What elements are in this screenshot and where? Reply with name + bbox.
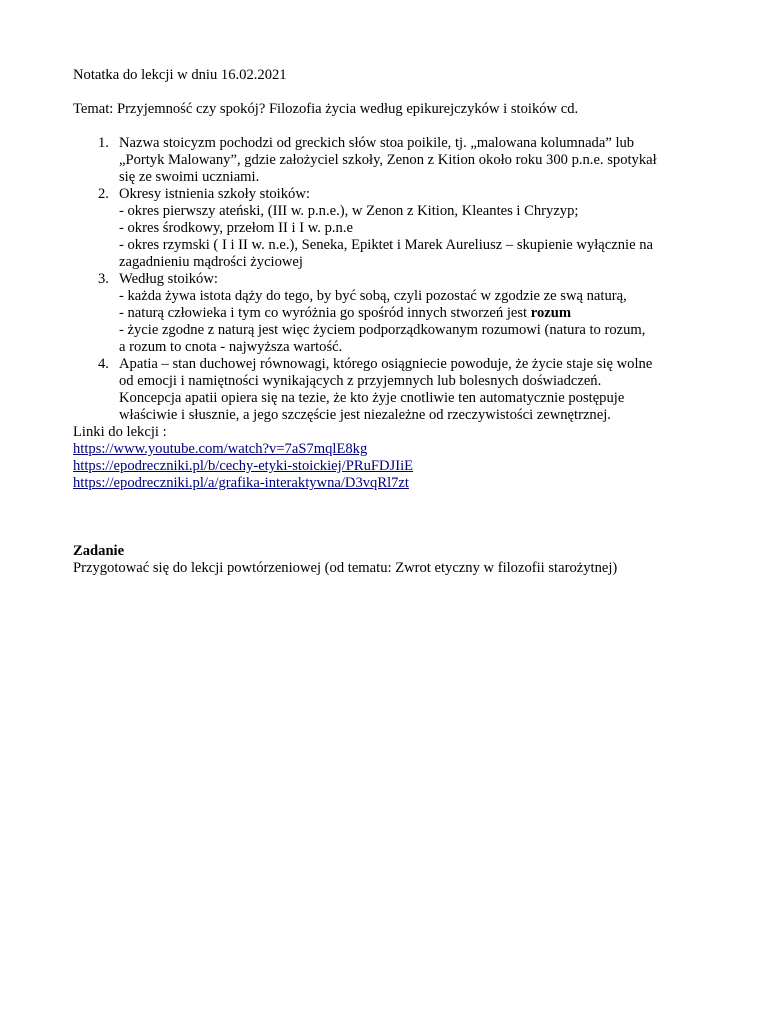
list-number: 1. bbox=[98, 135, 109, 151]
list-item-text: - okres środkowy, przełom II i I w. p.n.e bbox=[119, 220, 353, 236]
links-heading: Linki do lekcji : bbox=[73, 424, 167, 440]
task-heading: Zadanie bbox=[73, 543, 125, 559]
list-item-text: - życie zgodne z naturą jest więc życiem podporządkowanym rozumowi (natura to rozum, bbox=[119, 322, 646, 338]
list-item-text: - okres pierwszy ateński, (III w. p.n.e.), w Zenon z Kition, Kleantes i Chryzyp; bbox=[119, 203, 579, 219]
epodreczniki-link-interactive[interactable]: https://epodreczniki.pl/a/grafika-interaktywna/D3vqRl7zt bbox=[73, 475, 409, 491]
list-item-text: „Portyk Malowany”, gdzie założyciel szkoły, Zenon z Kition około roku 300 p.n.e. spotykał bbox=[119, 152, 657, 168]
list-item-text: Koncepcja apatii opiera się na tezie, że kto żyje cnotliwie ten automatycznie postępuje bbox=[119, 390, 625, 406]
list-item-text-with-bold bbox=[119, 305, 703, 322]
list-item-text: - każda żywa istota dąży do tego, by być sobą, czyli pozostać w zgodzie ze swą naturą, bbox=[119, 288, 627, 304]
list-item-text: właściwie i słusznie, a jego szczęście jest niezależne od rzeczywistości zewnętrznej. bbox=[119, 407, 611, 423]
epodreczniki-link-ethics[interactable]: https://epodreczniki.pl/b/cechy-etyki-stoickiej/PRuFDJIiE bbox=[73, 458, 414, 474]
list-item-text: Nazwa stoicyzm pochodzi od greckich słów stoa poikile, tj. „malowana kolumnada” lub bbox=[119, 135, 635, 151]
document-page bbox=[73, 67, 703, 577]
list-number: 2. bbox=[98, 186, 109, 202]
list-item-3 bbox=[73, 271, 703, 356]
spacer bbox=[73, 84, 703, 101]
list-item-text: Okresy istnienia szkoły stoików: bbox=[119, 186, 310, 202]
bold-keyword: rozum bbox=[530, 305, 572, 321]
note-date-line: Notatka do lekcji w dniu 16.02.2021 bbox=[73, 67, 287, 83]
list-item-text: Apatia – stan duchowej równowagi, którego osiągniecie powoduje, że życie staje się wolne bbox=[119, 356, 653, 372]
list-item-text: Według stoików: bbox=[119, 271, 218, 287]
list-item-1 bbox=[73, 135, 703, 186]
list-item-2 bbox=[73, 186, 703, 271]
list-item-text: a rozum to cnota - najwyższa wartość. bbox=[119, 339, 343, 355]
list-item-text: - naturą człowieka i tym co wyróżnia go spośród innych stworzeń jest bbox=[119, 305, 528, 321]
list-number: 3. bbox=[98, 271, 109, 287]
list-item-text: - okres rzymski ( I i II w. n.e.), Seneka, Epiktet i Marek Aureliusz – skupienie wyłącznie na bbox=[119, 237, 653, 253]
numbered-list bbox=[73, 135, 703, 424]
list-item-text: od emocji i namiętności wynikających z przyjemnych lub bolesnych doświadczeń. bbox=[119, 373, 602, 389]
topic-line: Temat: Przyjemność czy spokój? Filozofia życia według epikurejczyków i stoików cd. bbox=[73, 101, 579, 117]
task-text: Przygotować się do lekcji powtórzeniowej (od tematu: Zwrot etyczny w filozofii starożytnej) bbox=[73, 560, 618, 576]
list-item-4 bbox=[73, 356, 703, 424]
spacer bbox=[73, 492, 703, 543]
list-item-text: się ze swoimi uczniami. bbox=[119, 169, 260, 185]
youtube-link[interactable]: https://www.youtube.com/watch?v=7aS7mqlE8kg bbox=[73, 441, 368, 457]
spacer bbox=[73, 118, 703, 135]
list-item-text: zagadnieniu mądrości życiowej bbox=[119, 254, 303, 270]
list-number: 4. bbox=[98, 356, 109, 372]
